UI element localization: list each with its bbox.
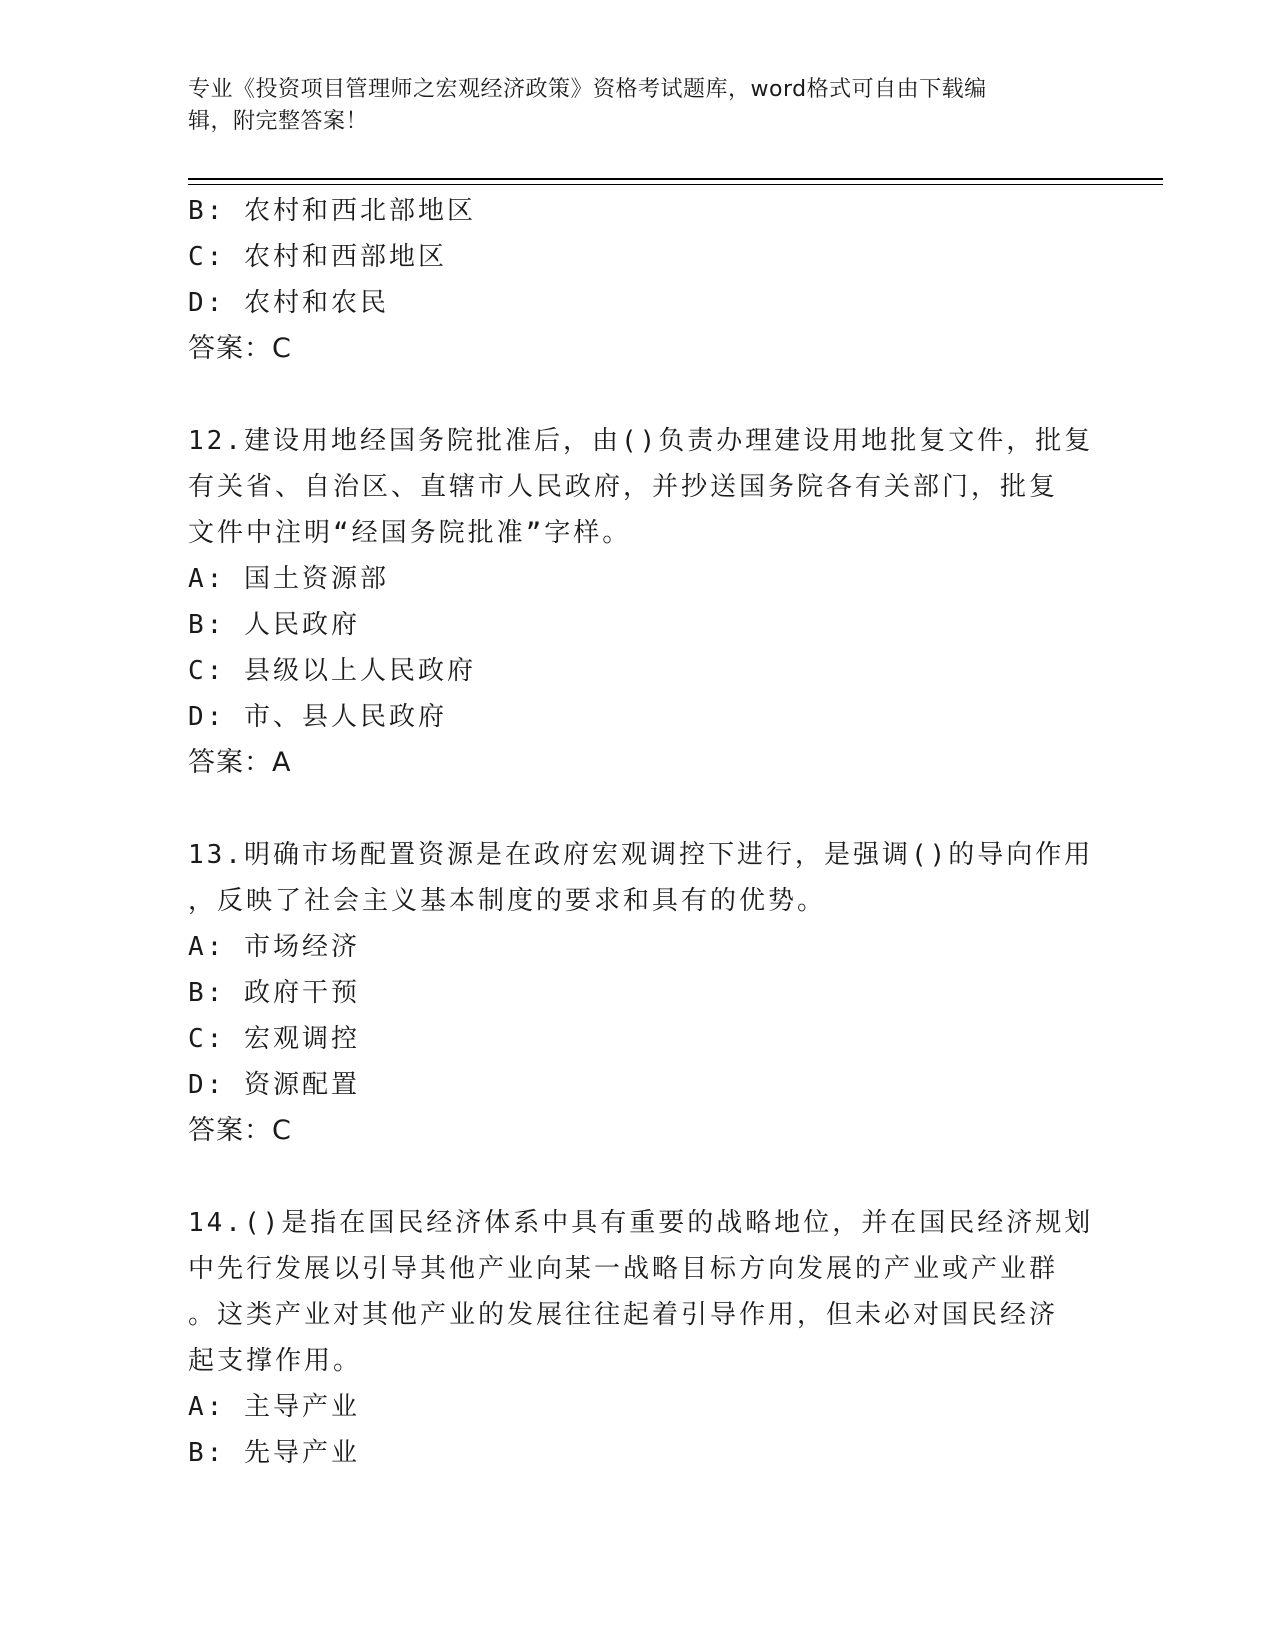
- option-c: C: 宏观调控: [188, 1024, 360, 1054]
- header-line-2: 辑，附完整答案！: [188, 109, 369, 134]
- question-text-line: 。这类产业对其他产业的发展往往起着引导作用，但未必对国民经济: [188, 1300, 1059, 1330]
- answer-line: 答案：A: [188, 747, 292, 778]
- option-a: A: 主导产业: [188, 1392, 360, 1422]
- question-text-line: 起支撑作用。: [188, 1346, 363, 1376]
- spacer: [188, 372, 1078, 418]
- header-rule-thin: [188, 184, 1163, 185]
- option-b: B: 先导产业: [188, 1438, 360, 1468]
- question-14-block: [188, 1200, 1094, 1476]
- header-rule-thick: [188, 178, 1163, 180]
- question-12-block: [188, 418, 1094, 786]
- option-b: B: 农村和西北部地区: [188, 196, 476, 226]
- option-d: D: 市、县人民政府: [188, 702, 447, 732]
- page-header: [188, 74, 1078, 138]
- option-b: B: 人民政府: [188, 610, 360, 640]
- option-d: D: 资源配置: [188, 1070, 360, 1100]
- option-a: A: 市场经济: [188, 932, 360, 962]
- option-b: B: 政府干预: [188, 978, 360, 1008]
- question-text-line: 文件中注明“经国务院批准”字样。: [188, 518, 632, 548]
- question-text-line: 12.建设用地经国务院批准后，由()负责办理建设用地批复文件，批复: [188, 426, 1094, 456]
- option-d: D: 农村和农民: [188, 288, 389, 318]
- option-c: C: 农村和西部地区: [188, 242, 447, 272]
- header-line-1: 专业《投资项目管理师之宏观经济政策》资格考试题库，word格式可自由下载编: [188, 77, 987, 102]
- answer-line: 答案：C: [188, 333, 292, 364]
- option-a: A: 国土资源部: [188, 564, 389, 594]
- question-content: [188, 188, 1094, 1476]
- question-text-line: ，反映了社会主义基本制度的要求和具有的优势。: [188, 886, 827, 916]
- option-c: C: 县级以上人民政府: [188, 656, 476, 686]
- answer-line: 答案：C: [188, 1115, 292, 1146]
- question-text-line: 有关省、自治区、直辖市人民政府，并抄送国务院各有关部门，批复: [188, 472, 1059, 502]
- question-text-line: 14.()是指在国民经济体系中具有重要的战略地位，并在国民经济规划: [188, 1208, 1094, 1238]
- question-text-line: 中先行发展以引导其他产业向某一战略目标方向发展的产业或产业群: [188, 1254, 1059, 1284]
- question-11-block: [188, 188, 1078, 372]
- spacer: [188, 786, 1078, 832]
- question-text-line: 13.明确市场配置资源是在政府宏观调控下进行，是强调()的导向作用: [188, 840, 1094, 870]
- spacer: [188, 1154, 1078, 1200]
- question-13-block: [188, 832, 1094, 1154]
